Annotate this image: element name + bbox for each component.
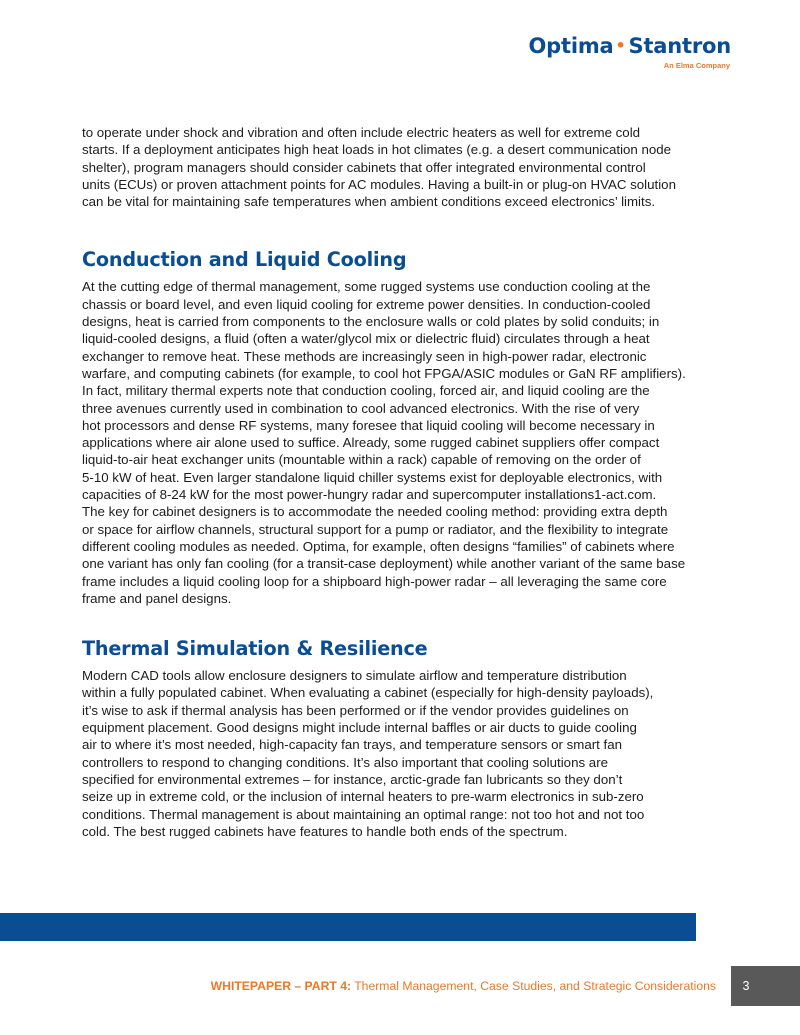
footer-label: WHITEPAPER – PART 4: [210,979,352,993]
intro-paragraph: to operate under shock and vibration and often include electric heaters as well for extreme cold starts. If a deployment anticipates high heat loads in hot climates (e.g. a desert communication node shelter), program managers should consider cabinets that offer integrated environmental control units (ECUs) or proven attachment points for AC modules. Having a built-in or plug-on HVAC solution can be vital for maintaining safe temperatures when ambient conditions exceed electronics’ limits. [82,125,676,210]
brand-name-left: Optima [528,34,614,58]
section-paragraph-conduction: At the cutting edge of thermal management, some rugged systems use conduction cooling at the chassis or board level, and even liquid cooling for extreme power densities. In conduction-cooled designs, heat is carried from components to the enclosure walls or cold plates by solid conduits; in liquid-cooled designs, a fluid (often a water/glycol mix or dielectric fluid) circulates through a heat exchanger to remove heat. These methods are increasingly seen in high-power radar, electronic warfare, and computing cabinets (for example, to cool hot FPGA/ASIC modules or GaN RF amplifiers). In fact, military thermal experts note that conduction cooling, forced air, and liquid cooling are the three avenues currently used in combination to cool advanced electronics. With the rise of very hot processors and dense RF systems, many foresee that liquid cooling will become necessary in applications where air alone used to suffice. Already, some rugged cabinet suppliers offer compact liquid-to-air heat exchanger units (mountable within a rack) capable of removing on the order of 5-10 kW of heat. Even larger standalone liquid chiller systems exist for deployable electronics, with capacities of 8-24 kW for the most power-hungry radar and supercomputer installations1-act.com. The key for cabinet designers is to accommodate the needed cooling method: providing extra depth or space for airflow channels, structural support for a pump or radiator, and the flexibility to integrate different cooling modules as needed. Optima, for example, often designs “families” of cabinets where one variant has only fan cooling (for a transit-case deployment) while another variant of the same base frame includes a liquid cooling loop for a shipboard high-power radar – all leveraging the same core frame and panel designs. [82,279,686,606]
page-number: 3 [742,979,750,993]
brand-name [529,33,731,61]
footer-band [0,913,696,941]
brand-tagline: An Elma Company [663,61,730,70]
brand-logo [529,33,731,70]
section-heading-thermal-simulation: Thermal Simulation & Resilience [82,637,428,661]
brand-dot-icon: • [615,36,626,55]
footer-subtitle: Thermal Management, Case Studies, and Strategic Considerations [354,979,716,993]
section-heading-conduction: Conduction and Liquid Cooling [82,248,407,272]
section-paragraph-thermal-simulation: Modern CAD tools allow enclosure designers to simulate airflow and temperature distribution within a fully populated cabinet. When evaluating a cabinet (especially for high-density payloads), it’s wise to ask if thermal analysis has been performed or if the vendor provides guidelines on equipment placement. Good designs might include internal baffles or air ducts to guide cooling air to where it’s most needed, high-capacity fan trays, and temperature sensors or smart fan controllers to respond to changing conditions. It’s also important that cooling solutions are specified for environmental extremes – for instance, arctic-grade fan lubricants so they don’t seize up in extreme cold, or the inclusion of internal heaters to pre-warm electronics in sub-zero conditions. Thermal management is about maintaining an optimal range: not too hot and not too cold. The best rugged cabinets have features to handle both ends of the spectrum. [82,668,654,839]
footer-title [211,978,716,994]
document-body [82,124,716,840]
page-number-box [731,966,800,1006]
brand-name-right: Stantron [628,34,731,58]
